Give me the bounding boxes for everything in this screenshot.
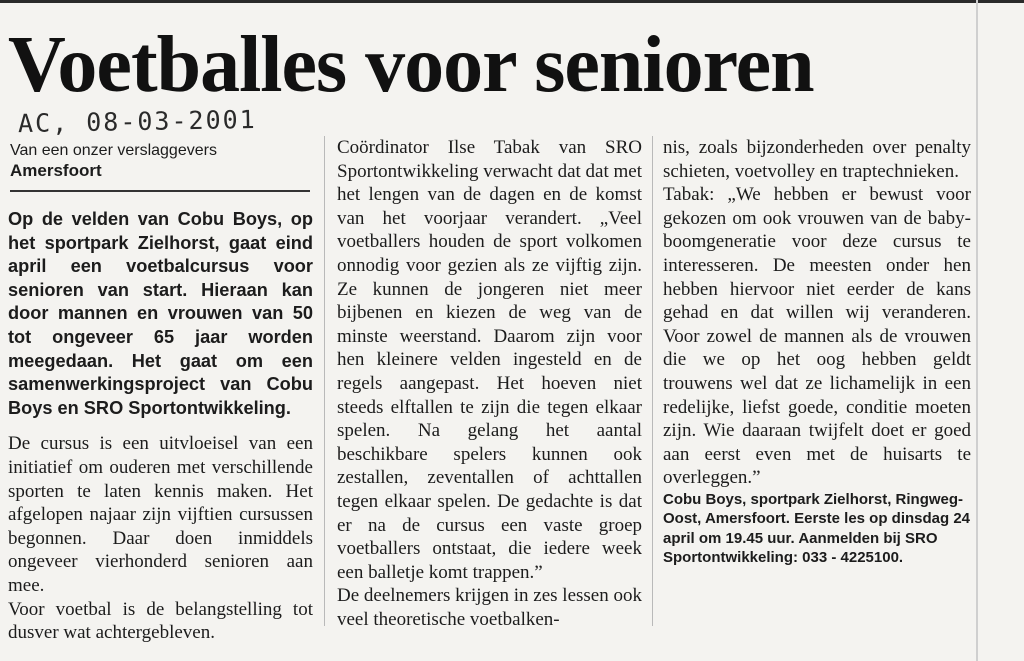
article-column-1 [8,208,313,645]
paragraph: De cursus is een uitvloeisel van een initiatief om ouderen met verschillende sporten te laten kennis maken. Het afgelopen najaar zijn vijftien cursussen begonnen. Daar doen inmiddels ongeveer vierhonderd senioren aan mee. [8,433,313,596]
paragraph: Tabak: „We hebben er bewust voor gekozen om ook vrouwen van de baby-boomgeneratie voor deze cursus te interesseren. De meesten onder hen hebben hiervoor niet eerder de kans gehad en dat willen wij veranderen. Voor zowel de mannen als de vrouwen die we op het oog hebben geldt trouwens wel dat ze lichamelijk in een redelijke, liefst goede, conditie moeten zijn. Wie daaraan twijfelt doet er goed aan eerst even met de huisarts te overleggen.” [663,184,971,489]
handwritten-date-annotation: AC, 08-03-2001 [17,104,257,139]
paragraph: De deelnemers krijgen in zes lessen ook veel theoretische voetbalken- [337,585,642,630]
info-box: Cobu Boys, sportpark Zielhorst, Ringweg-Oost, Amersfoort. Eerste les op dinsdag 24 april om 19.45 uur. Aanmelden bij SRO Sportontwikkeling: 033 - 4225100. [663,490,971,567]
dateline-place: Amersfoort [10,161,102,180]
top-border-rule [0,0,1024,3]
article-column-2 [337,136,642,631]
byline: Van een onzer verslaggevers [10,142,217,159]
article-intro: Op de velden van Cobu Boys, op het sportpark Zielhorst, gaat eind april een voetbalcursus voor senioren van start. Hieraan kan door mannen en vrouwen van 50 tot ongeveer 65 jaar worden meegedaan. Het gaat om een samenwerkingsproject van Cobu Boys en SRO Sportontwikkeling. [8,209,313,418]
column-divider [652,136,653,626]
page-edge-rule [976,0,978,661]
byline-divider [10,190,310,192]
article-headline: Voetballes voor senioren [8,21,814,109]
paragraph: Coördinator Ilse Tabak van SRO Sportontwikkeling verwacht dat dat met het lengen van de dagen en de komst van het voorjaar verandert. „Veel voetballers houden de sport volkomen onnodig voor gezien als ze vijftig zijn. Ze kunnen de jongeren niet meer bijbenen en kiezen de weg van de minste weerstand. Daarom zijn voor hen kleinere velden ingesteld en de regels aangepast. Het hoeven niet steeds elftallen te zijn die tegen elkaar spelen. Na gelang het aantal beschikbare spelers kunnen ook zestallen, zeventallen of achttallen tegen elkaar spelen. De gedachte is dat er na de cursus een vaste groep voetballers ontstaat, die iedere week een balletje komt trappen.” [337,137,642,583]
column-divider [324,136,325,626]
article-column-3 [663,136,971,568]
paragraph: nis, zoals bijzonderheden over penalty schieten, voetvolley en traptechnieken. [663,137,971,182]
paragraph: Voor voetbal is de belangstelling tot dusver wat achtergebleven. [8,598,313,644]
